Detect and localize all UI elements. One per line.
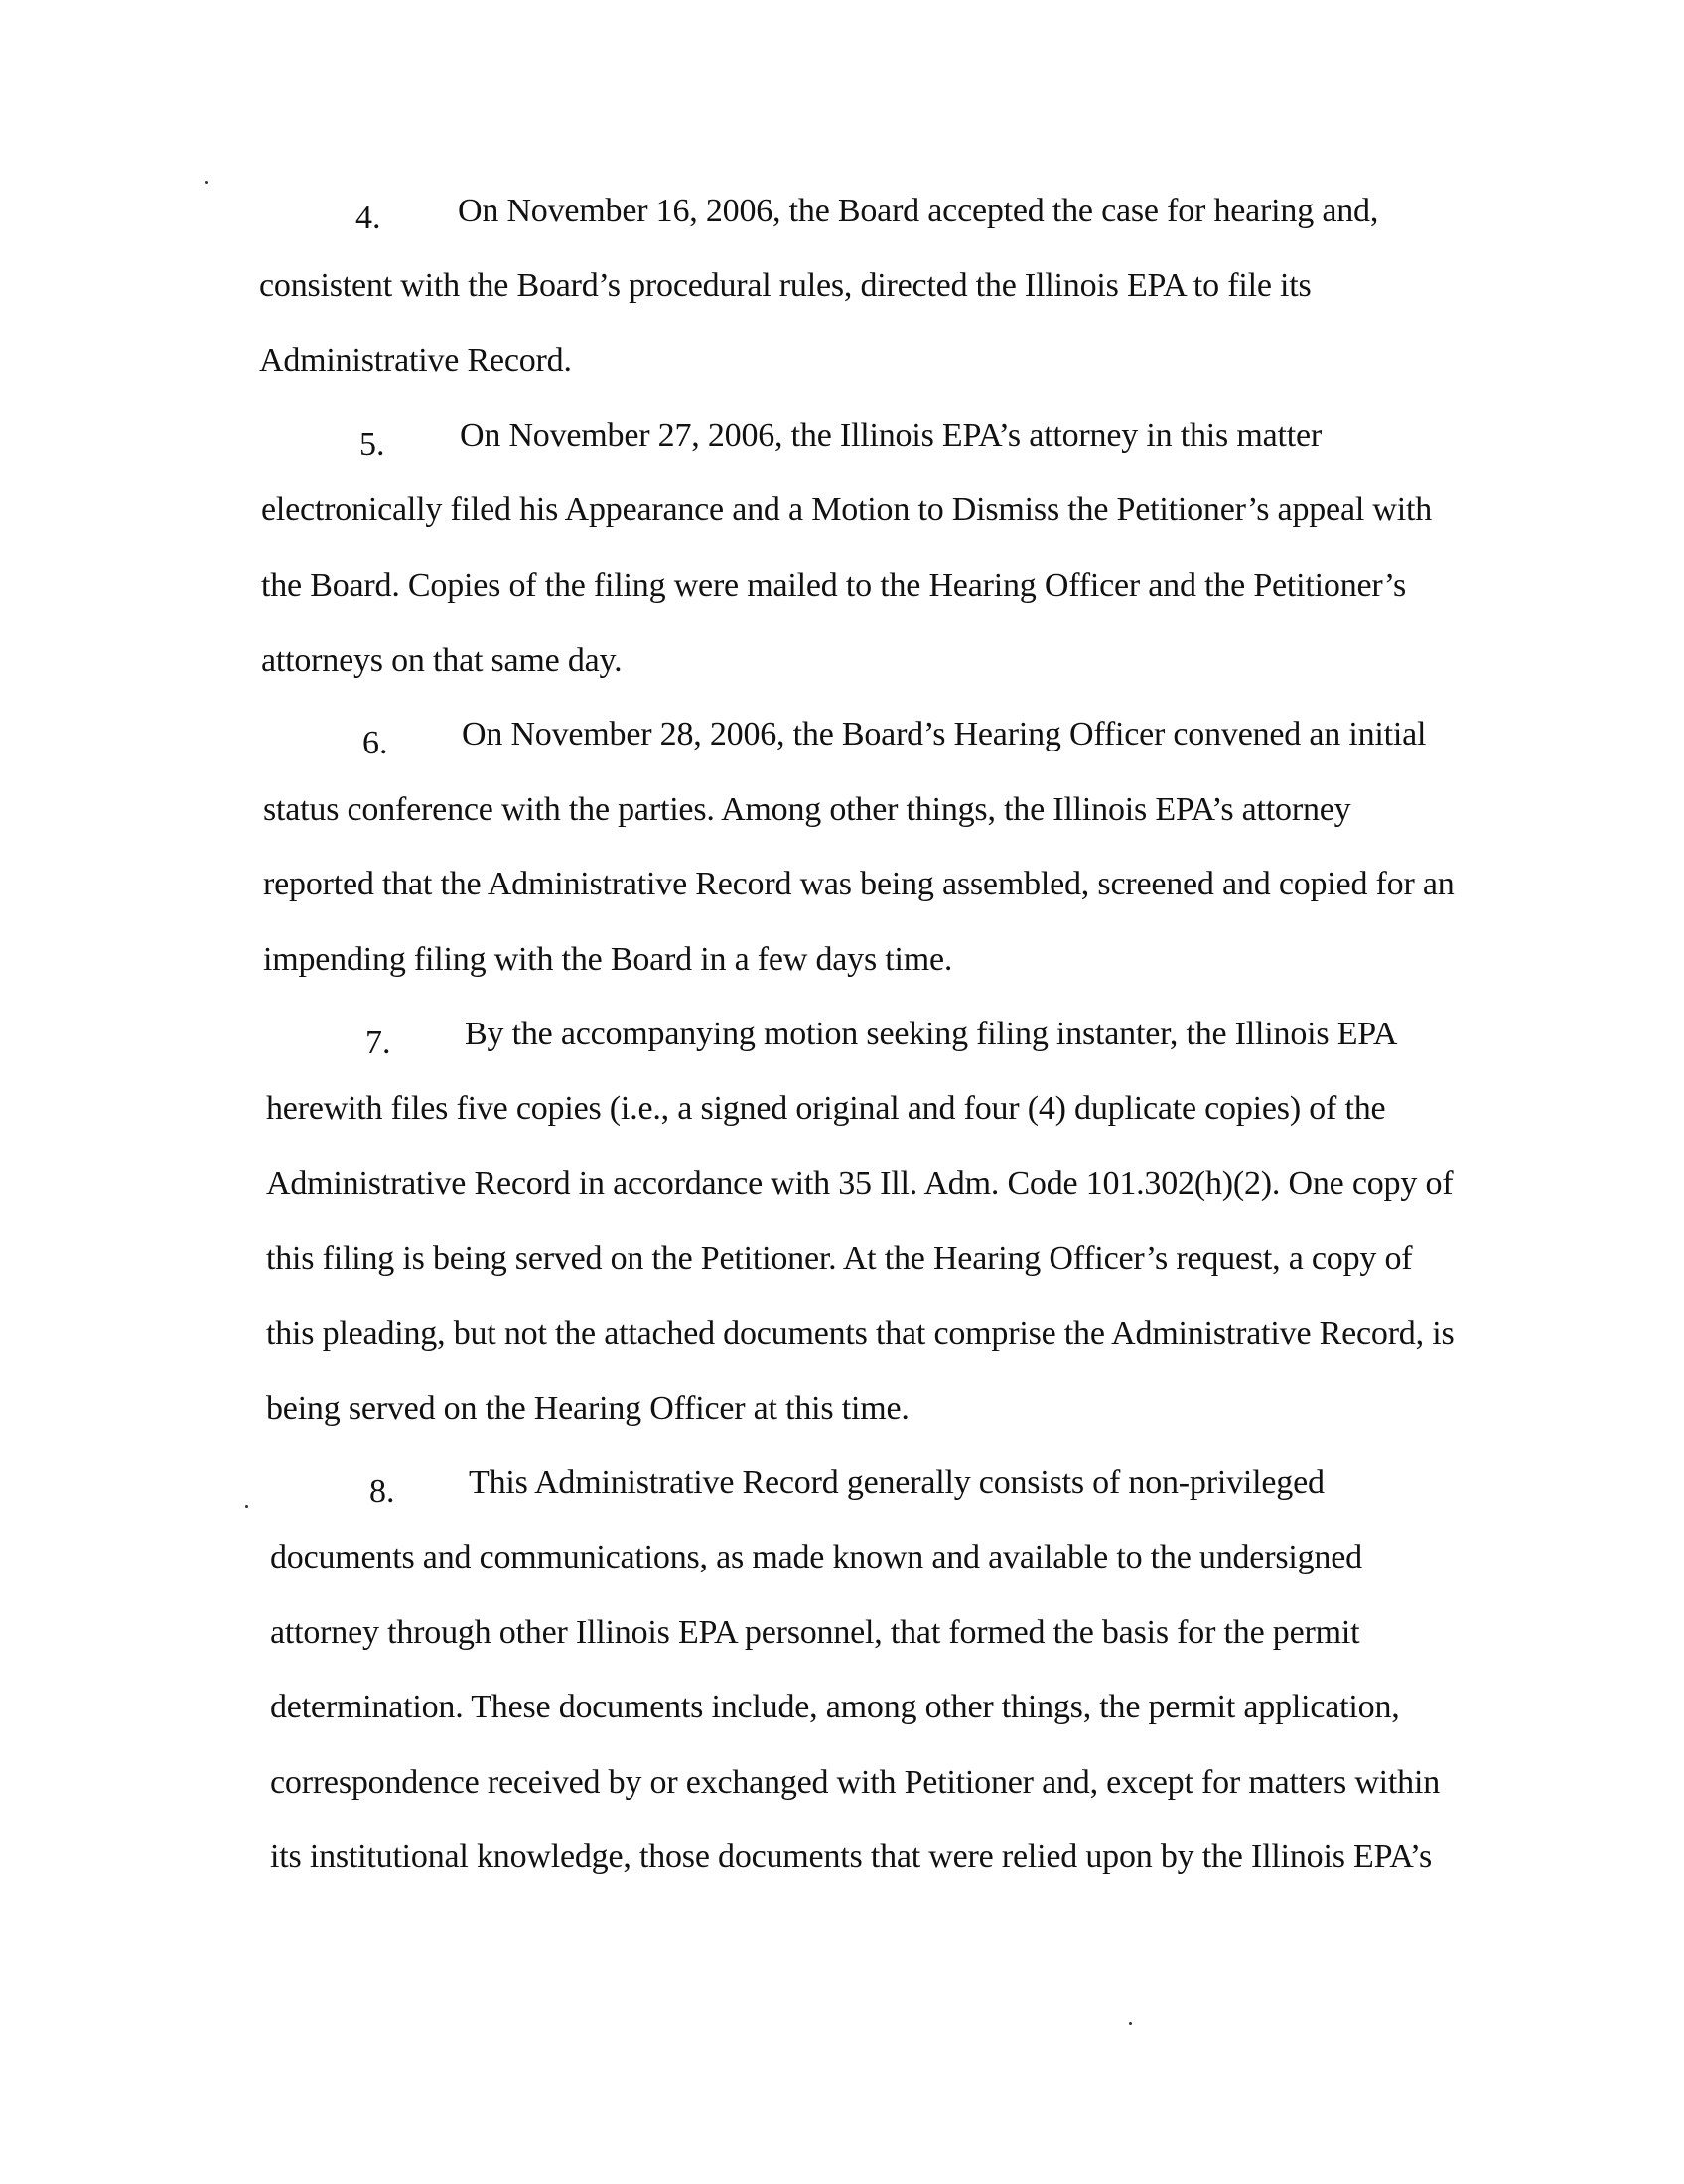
scan-speck	[1129, 2022, 1132, 2025]
scan-speck	[205, 181, 208, 184]
paragraph-line: documents and communications, as made known and available to the undersigned	[270, 1539, 1362, 1575]
paragraph-line: On November 28, 2006, the Board’s Hearing Officer convened an initial	[462, 716, 1427, 752]
paragraph-line: Administrative Record in accordance with 35 Ill. Adm. Code 101.302(h)(2). One copy of	[266, 1165, 1454, 1202]
paragraph-line: determination. These documents include, among other things, the permit application,	[270, 1689, 1400, 1725]
paragraph-line: correspondence received by or exchanged with Petitioner and, except for matters within	[270, 1764, 1441, 1801]
paragraph-number: 5.	[359, 426, 385, 463]
paragraph-line: attorney through other Illinois EPA personnel, that formed the basis for the permit	[270, 1614, 1360, 1651]
paragraph-number: 4.	[355, 200, 381, 236]
paragraph-line: On November 16, 2006, the Board accepted the case for hearing and,	[458, 193, 1379, 229]
paragraph-line: consistent with the Board’s procedural rules, directed the Illinois EPA to file its	[259, 267, 1312, 304]
paragraph-line: attorneys on that same day.	[261, 642, 623, 679]
paragraph-line: reported that the Administrative Record was being assembled, screened and copied for an	[263, 866, 1455, 902]
paragraph-line: impending filing with the Board in a few days time.	[263, 941, 953, 978]
paragraph-number: 6.	[362, 725, 388, 761]
paragraph-line: Administrative Record.	[259, 342, 572, 379]
paragraph-line: On November 27, 2006, the Illinois EPA’s attorney in this matter	[460, 417, 1322, 454]
paragraph-line: the Board. Copies of the filing were mailed to the Hearing Officer and the Petitioner’s	[261, 567, 1407, 604]
paragraph-line: this pleading, but not the attached documents that comprise the Administrative Record, is	[266, 1315, 1455, 1352]
paragraph-line: This Administrative Record generally consists of non-privileged	[469, 1464, 1325, 1501]
paragraph-number: 8.	[369, 1473, 395, 1510]
paragraph-line: being served on the Hearing Officer at this time.	[266, 1390, 910, 1427]
paragraph-line: By the accompanying motion seeking filing instanter, the Illinois EPA	[465, 1016, 1398, 1052]
paragraph-number: 7.	[365, 1024, 391, 1061]
paragraph-line: its institutional knowledge, those documents that were relied upon by the Illinois EPA’s	[270, 1839, 1433, 1875]
paragraph-line: status conference with the parties. Among other things, the Illinois EPA’s attorney	[263, 791, 1351, 828]
paragraph-line: electronically filed his Appearance and a Motion to Dismiss the Petitioner’s appeal with	[261, 491, 1433, 528]
scan-speck	[245, 1505, 248, 1508]
paragraph-line: this filing is being served on the Petitioner. At the Hearing Officer’s request, a copy of	[266, 1240, 1413, 1277]
paragraph-line: herewith files five copies (i.e., a signed original and four (4) duplicate copies) of the	[266, 1090, 1386, 1127]
